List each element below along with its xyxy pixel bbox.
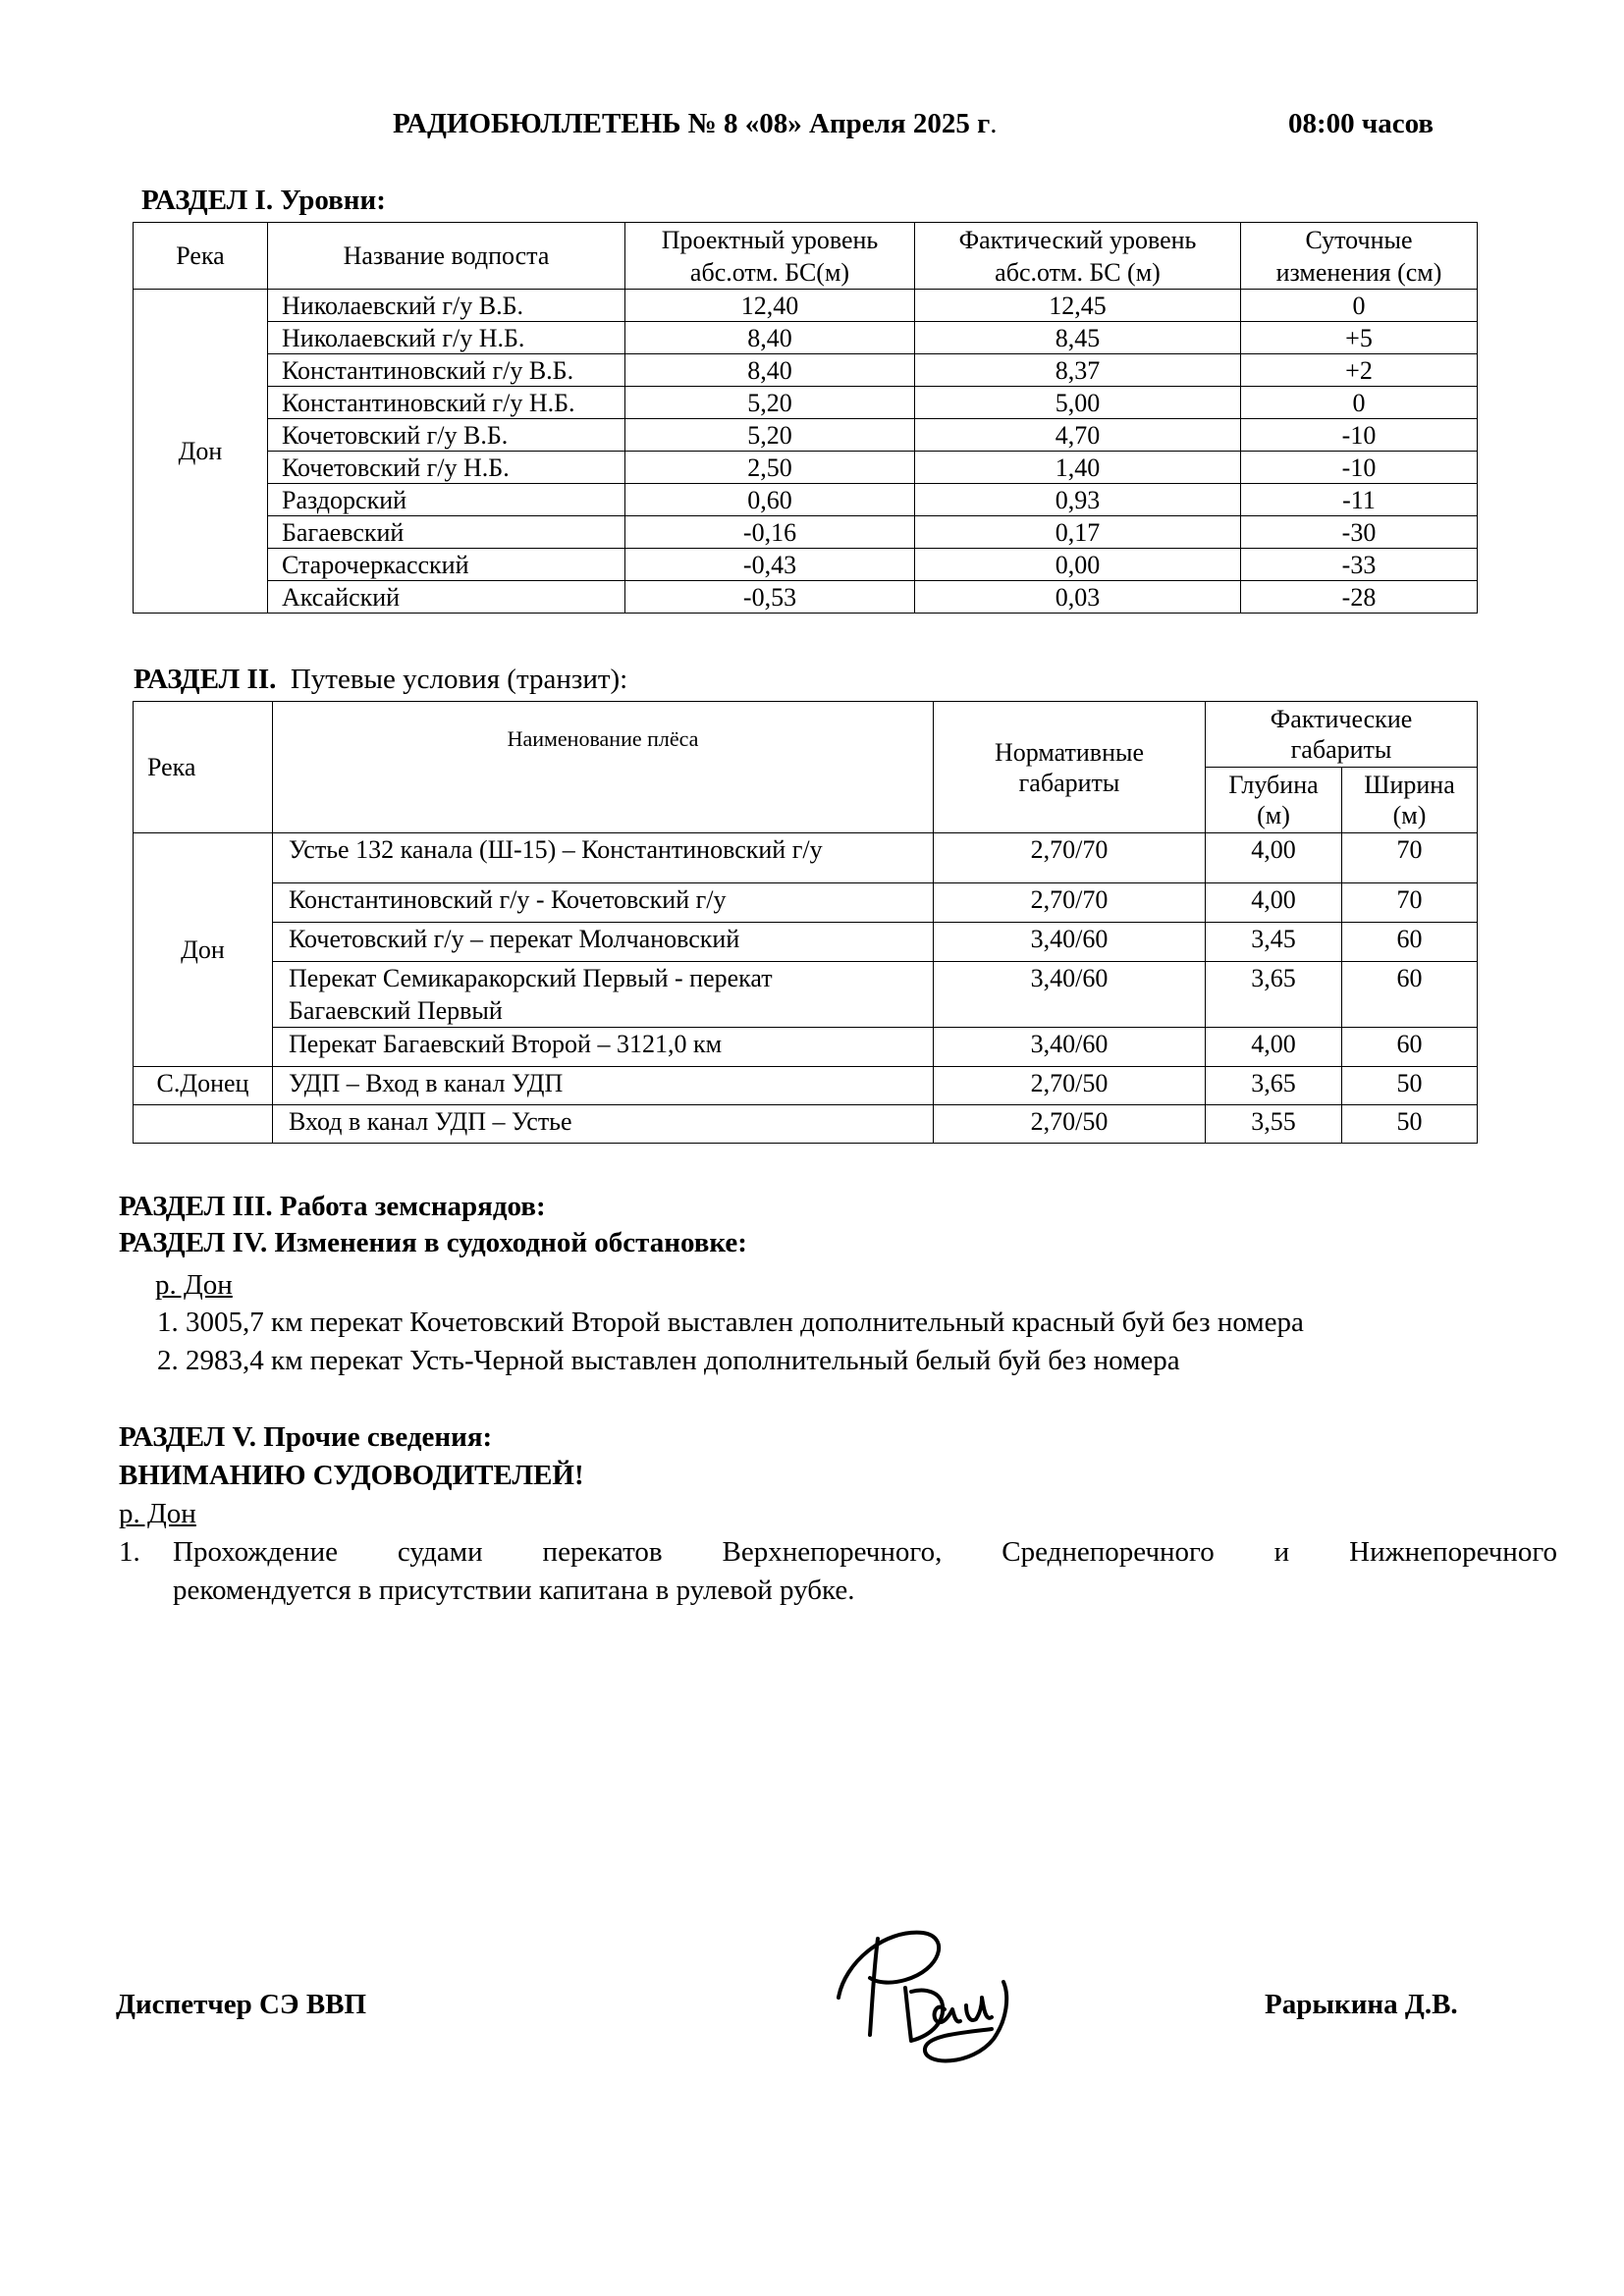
depth: 3,55 — [1206, 1105, 1342, 1144]
actual-level: 0,93 — [915, 484, 1241, 516]
col-river: Река — [134, 702, 273, 833]
actual-level: 8,45 — [915, 322, 1241, 354]
reach-name: Перекат Багаевский Второй – 3121,0 км — [273, 1028, 934, 1067]
width: 50 — [1342, 1105, 1478, 1144]
width: 60 — [1342, 1028, 1478, 1067]
dispatcher-position: Диспетчер СЭ ВВП — [116, 1989, 367, 2020]
table-row — [134, 1105, 1478, 1144]
item-text-line2: рекомендуется в присутствии капитана в рулевой рубке. — [173, 1575, 855, 1606]
river-cell: Дон — [134, 833, 273, 1067]
daily-change: 0 — [1241, 387, 1478, 419]
actual-level: 4,70 — [915, 419, 1241, 452]
daily-change: -10 — [1241, 452, 1478, 484]
river-cell-empty — [134, 1105, 273, 1144]
section1-heading: РАЗДЕЛ I. Уровни: — [141, 185, 386, 216]
table-row — [134, 581, 1478, 614]
section5-river: р. Дон — [119, 1498, 196, 1529]
daily-change: +2 — [1241, 354, 1478, 387]
table-row — [134, 419, 1478, 452]
table-row — [134, 354, 1478, 387]
design-level: 8,40 — [625, 354, 915, 387]
reach-name: Перекат Семикаракорский Первый - перекат Багаевский Первый — [273, 962, 934, 1028]
post-name: Кочетовский г/у В.Б. — [268, 419, 625, 452]
list-item: 2. 2983,4 км перекат Усть-Черной выставлен дополнительный белый буй без номера — [157, 1345, 1180, 1376]
norm-dimensions: 3,40/60 — [934, 923, 1206, 962]
design-level: 8,40 — [625, 322, 915, 354]
river-cell: Дон — [134, 290, 268, 614]
levels-table-header — [134, 223, 1478, 290]
design-level: 0,60 — [625, 484, 915, 516]
col-actual: Фактические габариты — [1206, 702, 1478, 768]
width: 70 — [1342, 833, 1478, 883]
depth: 3,65 — [1206, 962, 1342, 1028]
norm-dimensions: 2,70/50 — [934, 1067, 1206, 1105]
design-level: -0,53 — [625, 581, 915, 614]
section4-river: р. Дон — [155, 1269, 233, 1301]
width: 60 — [1342, 923, 1478, 962]
norm-dimensions: 2,70/70 — [934, 833, 1206, 883]
bulletin-time: 08:00 часов — [1288, 108, 1435, 139]
transit-table-header — [134, 702, 1478, 768]
actual-level: 8,37 — [915, 354, 1241, 387]
daily-change: -33 — [1241, 549, 1478, 581]
actual-level: 0,00 — [915, 549, 1241, 581]
daily-change: -28 — [1241, 581, 1478, 614]
table-row — [134, 387, 1478, 419]
reach-name: Устье 132 канала (Ш-15) – Константиновский г/у — [273, 833, 934, 883]
post-name: Константиновский г/у Н.Б. — [268, 387, 625, 419]
depth: 4,00 — [1206, 883, 1342, 923]
actual-level: 0,03 — [915, 581, 1241, 614]
section3-heading: РАЗДЕЛ III. Работа земснарядов: — [119, 1191, 546, 1222]
table-row — [134, 833, 1478, 883]
design-level: -0,43 — [625, 549, 915, 581]
actual-level: 0,17 — [915, 516, 1241, 549]
signature-image — [835, 1919, 1070, 2086]
design-level: 2,50 — [625, 452, 915, 484]
table-row — [134, 1028, 1478, 1067]
depth: 3,65 — [1206, 1067, 1342, 1105]
norm-dimensions: 3,40/60 — [934, 962, 1206, 1028]
daily-change: +5 — [1241, 322, 1478, 354]
table-row — [134, 322, 1478, 354]
daily-change: -10 — [1241, 419, 1478, 452]
design-level: 5,20 — [625, 387, 915, 419]
norm-dimensions: 2,70/50 — [934, 1105, 1206, 1144]
section2-heading: РАЗДЕЛ II. Путевые условия (транзит): — [134, 664, 628, 695]
post-name: Николаевский г/у Н.Б. — [268, 322, 625, 354]
table-row — [134, 549, 1478, 581]
section5-heading: РАЗДЕЛ V. Прочие сведения: — [119, 1421, 493, 1453]
section4-heading: РАЗДЕЛ IV. Изменения в судоходной обстановке: — [119, 1227, 747, 1258]
reach-name: Кочетовский г/у – перекат Молчановский — [273, 923, 934, 962]
post-name: Багаевский — [268, 516, 625, 549]
col-post: Название водпоста — [268, 223, 625, 290]
design-level: -0,16 — [625, 516, 915, 549]
col-reach: Наименование плёса — [273, 702, 934, 833]
actual-level: 5,00 — [915, 387, 1241, 419]
daily-change: 0 — [1241, 290, 1478, 322]
design-level: 12,40 — [625, 290, 915, 322]
table-row — [134, 516, 1478, 549]
post-name: Константиновский г/у В.Б. — [268, 354, 625, 387]
post-name: Аксайский — [268, 581, 625, 614]
transit-table — [133, 701, 1478, 1144]
width: 50 — [1342, 1067, 1478, 1105]
daily-change: -30 — [1241, 516, 1478, 549]
river-cell: С.Донец — [134, 1067, 273, 1105]
col-river: Река — [134, 223, 268, 290]
col-norm: Нормативные габариты — [934, 702, 1206, 833]
design-level: 5,20 — [625, 419, 915, 452]
table-row — [134, 923, 1478, 962]
dispatcher-name: Рарыкина Д.В. — [1265, 1989, 1458, 2020]
table-row — [134, 1067, 1478, 1105]
item-text-line1: Прохождение судами перекатов Верхнепоречного, Среднепоречного и Нижнепоречного — [173, 1536, 1557, 1568]
col-depth: Глубина (м) — [1206, 768, 1342, 833]
levels-table — [133, 222, 1478, 614]
post-name: Кочетовский г/у Н.Б. — [268, 452, 625, 484]
actual-level: 1,40 — [915, 452, 1241, 484]
table-row — [134, 484, 1478, 516]
col-actual-level: Фактический уровень абс.отм. БС (м) — [915, 223, 1241, 290]
width: 60 — [1342, 962, 1478, 1028]
item-number: 1. — [119, 1536, 140, 1568]
daily-change: -11 — [1241, 484, 1478, 516]
depth: 3,45 — [1206, 923, 1342, 962]
depth: 4,00 — [1206, 833, 1342, 883]
attention-notice: ВНИМАНИЮ СУДОВОДИТЕЛЕЙ! — [119, 1460, 584, 1491]
list-item — [119, 1533, 1557, 1610]
table-row — [134, 962, 1478, 1028]
col-daily-change: Суточные изменения (см) — [1241, 223, 1478, 290]
reach-name: Вход в канал УДП – Устье — [273, 1105, 934, 1144]
reach-name: УДП – Вход в канал УДП — [273, 1067, 934, 1105]
table-row — [134, 452, 1478, 484]
list-item: 1. 3005,7 км перекат Кочетовский Второй выставлен дополнительный красный буй без номера — [157, 1307, 1304, 1338]
depth: 4,00 — [1206, 1028, 1342, 1067]
col-width: Ширина (м) — [1342, 768, 1478, 833]
post-name: Раздорский — [268, 484, 625, 516]
norm-dimensions: 2,70/70 — [934, 883, 1206, 923]
actual-level: 12,45 — [915, 290, 1241, 322]
post-name: Николаевский г/у В.Б. — [268, 290, 625, 322]
post-name: Старочеркасский — [268, 549, 625, 581]
bulletin-title: РАДИОБЮЛЛЕТЕНЬ № 8 «08» Апреля 2025 г. — [393, 108, 998, 139]
width: 70 — [1342, 883, 1478, 923]
table-row — [134, 883, 1478, 923]
table-row — [134, 290, 1478, 322]
reach-name: Константиновский г/у - Кочетовский г/у — [273, 883, 934, 923]
col-design-level: Проектный уровень абс.отм. БС(м) — [625, 223, 915, 290]
norm-dimensions: 3,40/60 — [934, 1028, 1206, 1067]
